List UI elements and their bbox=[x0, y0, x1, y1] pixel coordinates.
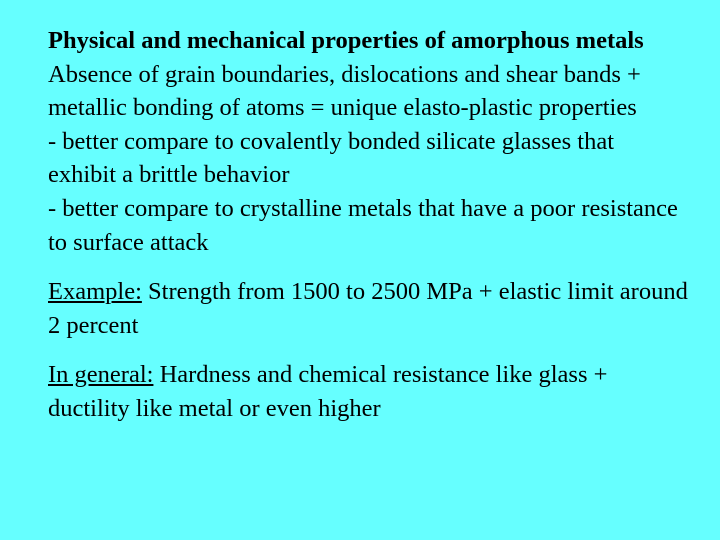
slide-content bbox=[48, 24, 688, 426]
intro-text: Absence of grain boundaries, dislocations and shear bands + metallic bonding of atoms = unique elasto-plastic properties bbox=[48, 60, 641, 122]
example-text: Strength from 1500 to 2500 MPa + elastic limit around 2 percent bbox=[48, 278, 688, 339]
general-text: Hardness and chemical resistance like glass + ductility like metal or even higher bbox=[48, 361, 608, 422]
general-paragraph bbox=[48, 358, 688, 425]
example-paragraph bbox=[48, 275, 688, 342]
general-label: In general: bbox=[48, 361, 154, 389]
bullet-crystalline-metals: - better compare to crystalline metals that have a poor resistance to surface attack bbox=[48, 194, 678, 256]
bullet-silicate-glasses: - better compare to covalently bonded silicate glasses that exhibit a brittle behavior bbox=[48, 127, 615, 189]
example-label: Example: bbox=[48, 278, 142, 306]
slide-title: Physical and mechanical properties of amorphous metals bbox=[48, 27, 644, 54]
